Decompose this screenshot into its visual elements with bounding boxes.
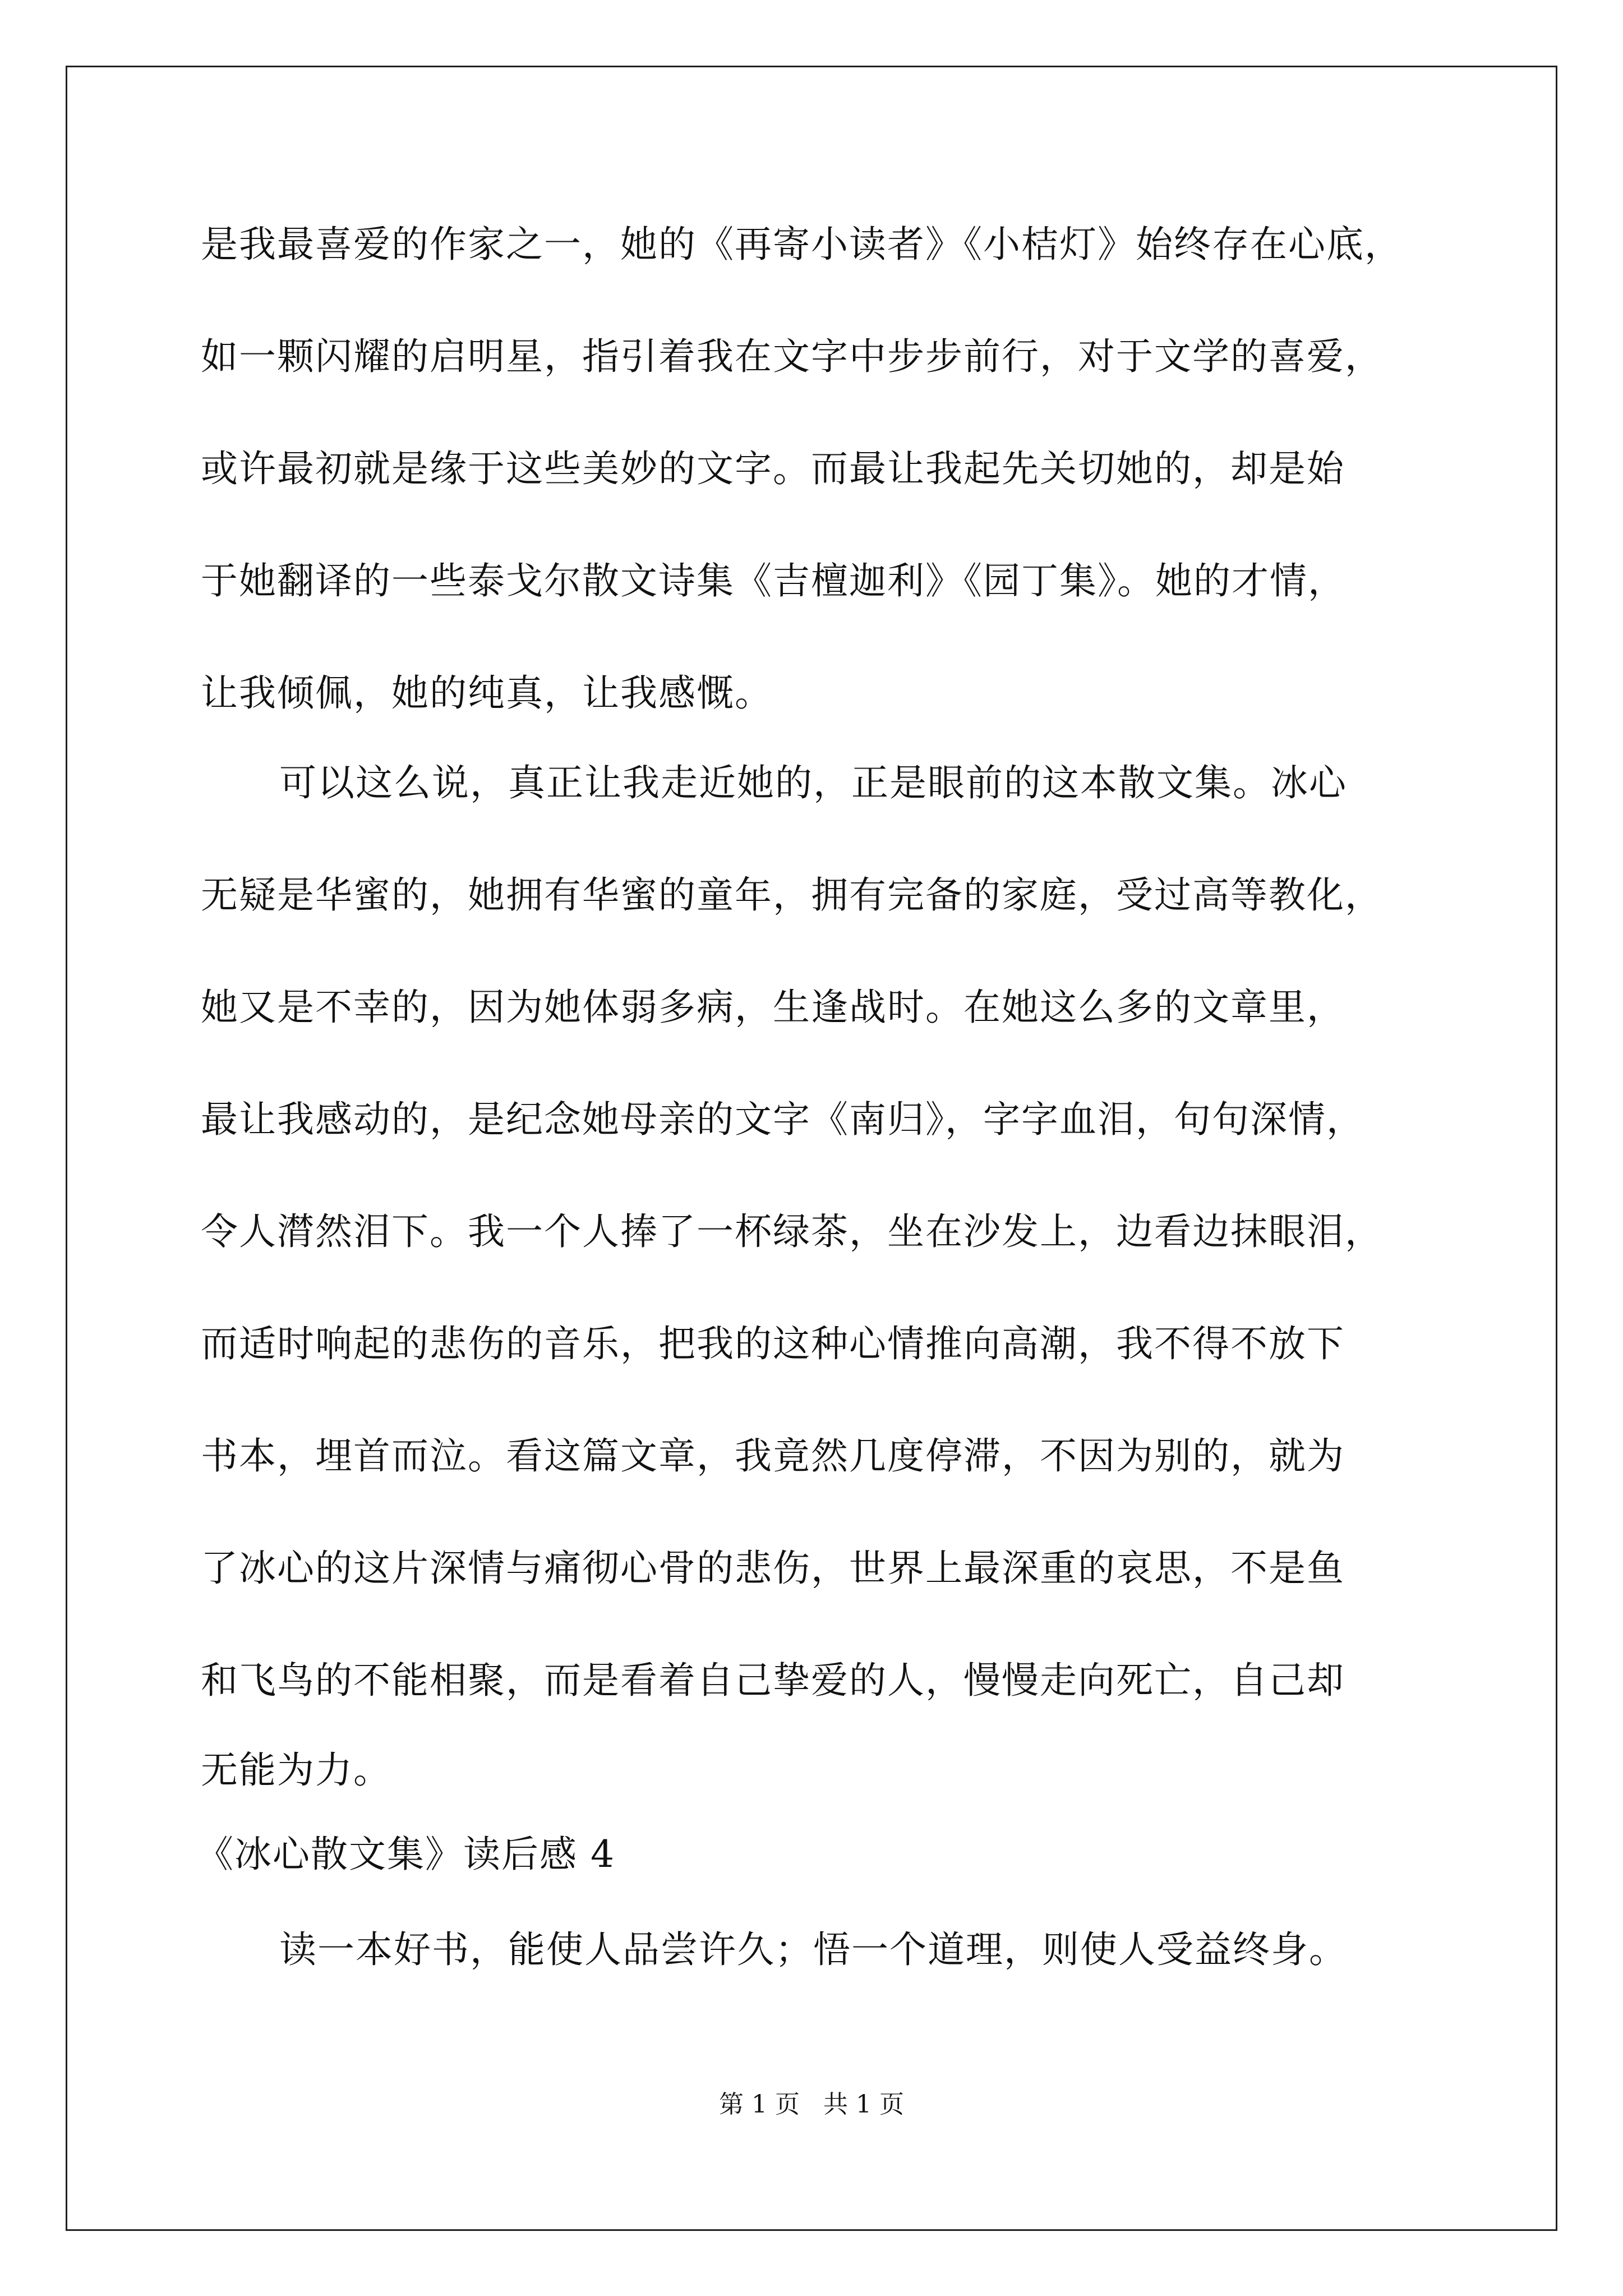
paragraph-line: 读一本好书，能使人品尝许久；悟一个道理，则使人受益终身。 bbox=[279, 1928, 1347, 1971]
paragraph-line: 让我倾佩，她的纯真，让我感慨。 bbox=[201, 671, 773, 715]
paragraph-line: 无能为力。 bbox=[201, 1749, 391, 1792]
paragraph-line: 或许最初就是缘于这些美妙的文字。而最让我起先关切她的，却是始 bbox=[201, 447, 1345, 490]
page-footer: 第 1 页 共 1 页 bbox=[719, 2090, 904, 2119]
paragraph-line: 她又是不幸的，因为她体弱多病，生逢战时。在她这么多的文章里， bbox=[201, 986, 1345, 1029]
paragraph-line: 是我最喜爱的作家之一，她的《再寄小读者》《小桔灯》始终存在心底， bbox=[201, 223, 1403, 266]
section-heading: 《冰心散文集》读后感 4 bbox=[196, 1833, 615, 1876]
paragraph-line: 于她翻译的一些泰戈尔散文诗集《吉檀迦利》《园丁集》。她的才情， bbox=[201, 559, 1346, 602]
page-border bbox=[66, 66, 1557, 2231]
paragraph-line: 书本，埋首而泣。看这篇文章，我竟然几度停滞，不因为别的，就为 bbox=[201, 1434, 1345, 1478]
paragraph-line: 可以这么说，真正让我走近她的，正是眼前的这本散文集。冰心 bbox=[279, 761, 1347, 804]
paragraph-line: 无疑是华蜜的，她拥有华蜜的童年，拥有完备的家庭，受过高等教化， bbox=[201, 873, 1383, 917]
paragraph-line: 而适时响起的悲伤的音乐，把我的这种心情推向高潮，我不得不放下 bbox=[201, 1322, 1345, 1365]
paragraph-line: 令人潸然泪下。我一个人捧了一杯绿茶，坐在沙发上，边看边抹眼泪， bbox=[201, 1210, 1383, 1253]
paragraph-line: 最让我感动的，是纪念她母亲的文字《南归》，字字血泪，句句深情， bbox=[201, 1098, 1364, 1141]
paragraph-line: 如一颗闪耀的启明星，指引着我在文字中步步前行，对于文学的喜爱， bbox=[201, 335, 1383, 378]
paragraph-line: 了冰心的这片深情与痛彻心骨的悲伤，世界上最深重的哀思，不是鱼 bbox=[201, 1547, 1345, 1590]
paragraph-line: 和飞鸟的不能相聚，而是看着自己挚爱的人，慢慢走向死亡，自己却 bbox=[201, 1659, 1345, 1702]
